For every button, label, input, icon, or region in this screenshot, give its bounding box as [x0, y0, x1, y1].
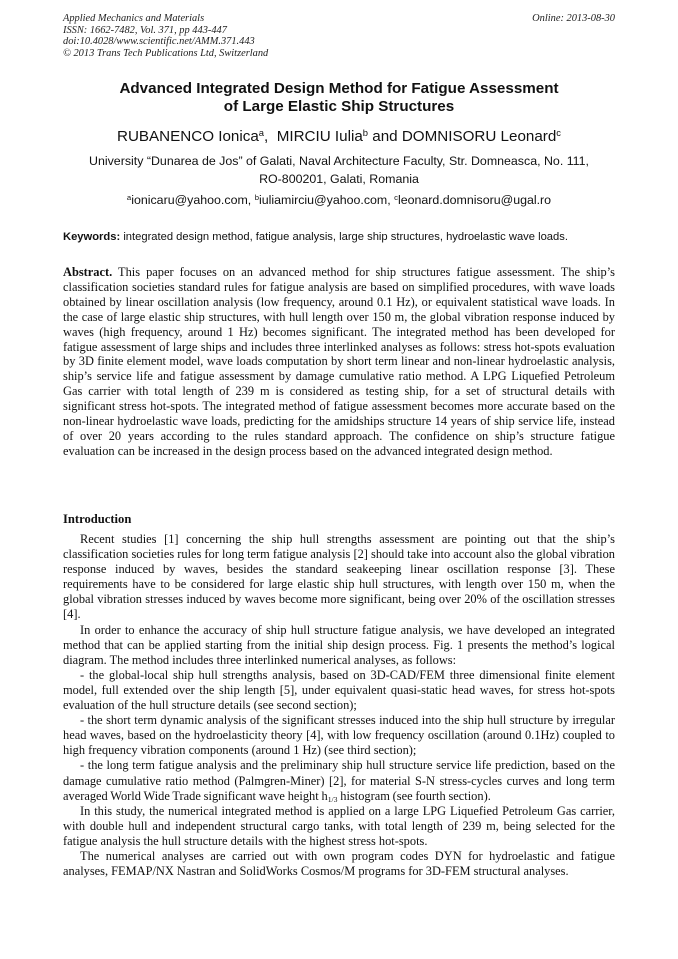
email-3-mark: c	[394, 192, 398, 202]
introduction-heading: Introduction	[63, 512, 132, 526]
introduction-body	[63, 532, 615, 879]
bullet-3-text: - the long term fatigue analysis and the preliminary ship hull structure service life prediction, based on the damage cumulative ratio method (Palmgren-Miner) [2], for material S-N stress-cycles curves and long term averaged World Wide Trade significant wave height h	[63, 758, 615, 803]
author-3: DOMNISORU Leonard	[401, 128, 557, 145]
abstract	[63, 265, 615, 459]
title-line-2: of Large Elastic Ship Structures	[223, 98, 455, 115]
author-1-affil-mark: a	[258, 126, 265, 138]
affiliation-line-2: RO-800201, Galati, Romania	[259, 171, 419, 186]
intro-bullet-3	[63, 758, 615, 803]
author-3-affil-mark: c	[556, 126, 561, 138]
email-2-mark: b	[254, 192, 259, 202]
author-separator: ,	[264, 128, 269, 145]
intro-paragraph-3: In this study, the numerical integrated method is applied on a large LPG Liquefied Petroleum Gas carrier, with double hull and independent structural cargo tanks, with total length of 239 m, being selected for the fatigue analysis the hull structure details with the highest stress hot-spots.	[63, 803, 615, 848]
issn-line: ISSN: 1662-7482, Vol. 371, pp 443-447	[63, 24, 227, 36]
email-2[interactable]: iuliamirciu@yahoo.com,	[258, 193, 391, 207]
email-1-mark: a	[126, 192, 132, 202]
author-and: and	[372, 128, 398, 145]
author-1: RUBANENCO Ionica	[116, 128, 259, 145]
journal-name: Applied Mechanics and Materials	[63, 13, 205, 24]
keywords-text: integrated design method, fatigue analysis, large ship structures, hydroelastic wave loads.	[123, 231, 568, 243]
abstract-label: Abstract.	[63, 265, 113, 279]
affiliation	[40, 153, 638, 188]
bullet-3-tail: histogram (see fourth section).	[337, 788, 491, 803]
author-2-affil-mark: b	[362, 126, 369, 138]
intro-paragraph-4: The numerical analyses are carried out with own program codes DYN for hydroelastic and fatigue analyses, FEMAP/NX Nastran and SolidWorks Cosmos/M programs for 3D-FEM structural analyses.	[63, 848, 615, 879]
keywords-label: Keywords:	[63, 231, 121, 243]
intro-paragraph-2: In order to enhance the accuracy of ship hull structure fatigue analysis, we have developed an integrated method that can be applied starting from the initial ship design process. Fig. 1 presents the method’s logical diagram. The method includes three interlinked numerical analyses, as follows:	[63, 622, 615, 667]
abstract-text: This paper focuses on an advanced method for ship structures fatigue assessment. The ship’s classification societies standard rules for fatigue analysis are based on simplified procedures, with wave loads obtained by linear oscillation analysis (low frequency, around 0.1 Hz), or equivalent statistical wave loads. In the case of large elastic ship structures, with hull length over 150 m, the global vibration response induced by waves (high frequency, around 1 Hz) becomes significant. The integrated method has been developed for fatigue assessment of large ships and includes three interlinked analyses as follows: stress hot-spots evaluation by 3D finite element model, wave loads computation by short term linear and non-linear hydroelastic analysis, ship’s service life and fatigue assessment by damage cumulative ratio method. A LPG Liquefied Petroleum Gas carrier with total length of 239 m is considered as testing ship, for a set of structural details with significant stress hot-spots. The integrated method of fatigue assessment becomes more accurate based on the non-linear hydroelastic wave loads, predicting for the amidships structure 14 years of ship service life, instead of over 20 years according to the rules standard approach. The confidence on ship’s structure fatigue evaluation can be increased in the design process based on the advanced integrated design method.	[63, 265, 615, 458]
online-date: Online: 2013-08-30	[532, 13, 615, 24]
paper-title	[40, 80, 638, 116]
title-line-1: Advanced Integrated Design Method for Fatigue Assessment	[119, 80, 559, 97]
journal-header	[63, 13, 615, 59]
wave-height-subscript: 1/3	[327, 794, 338, 804]
email-3[interactable]: leonard.domnisoru@ugal.ro	[397, 193, 552, 207]
affiliation-line-1: University “Dunarea de Jos” of Galati, Naval Architecture Faculty, Str. Domneasca, No. 111,	[89, 154, 589, 168]
intro-paragraph-1: Recent studies [1] concerning the ship hull strengths assessment are pointing out that the ship’s classification societies rules for long term fatigue analysis [2] should take into account also the global vibration response induced by waves, besides the standard seakeeping linear oscillation response [3]. These requirements have to be considered for large elastic ship hull structures, with length over 150 m, when the global vibration stresses induced by waves become more significant, being over 20% of the oscillation stresses [4].	[63, 532, 615, 622]
doi-line: doi:10.4028/www.scientific.net/AMM.371.443	[63, 36, 255, 48]
copyright-line: © 2013 Trans Tech Publications Ltd, Switzerland	[63, 47, 269, 59]
intro-bullet-1: - the global-local ship hull strengths analysis, based on 3D-CAD/FEM three dimensional finite element model, full extended over the ship length [5], under equivalent quasi-static head waves, for stress hot-spots evaluation of the hull structure details (see second section);	[63, 667, 615, 713]
author-2: MIRCIU Iulia	[276, 128, 363, 145]
keywords	[63, 230, 623, 245]
author-list	[40, 128, 638, 146]
intro-bullet-2: - the short term dynamic analysis of the significant stresses induced into the ship hull structure by irregular head waves, based on the hydroelasticity theory [4], with low frequency oscillation (around 0.1Hz) coupled to high frequency vibration components (around 1 Hz) (see third section);	[63, 713, 615, 758]
email-1[interactable]: ionicaru@yahoo.com,	[131, 193, 252, 207]
author-emails	[40, 192, 638, 208]
